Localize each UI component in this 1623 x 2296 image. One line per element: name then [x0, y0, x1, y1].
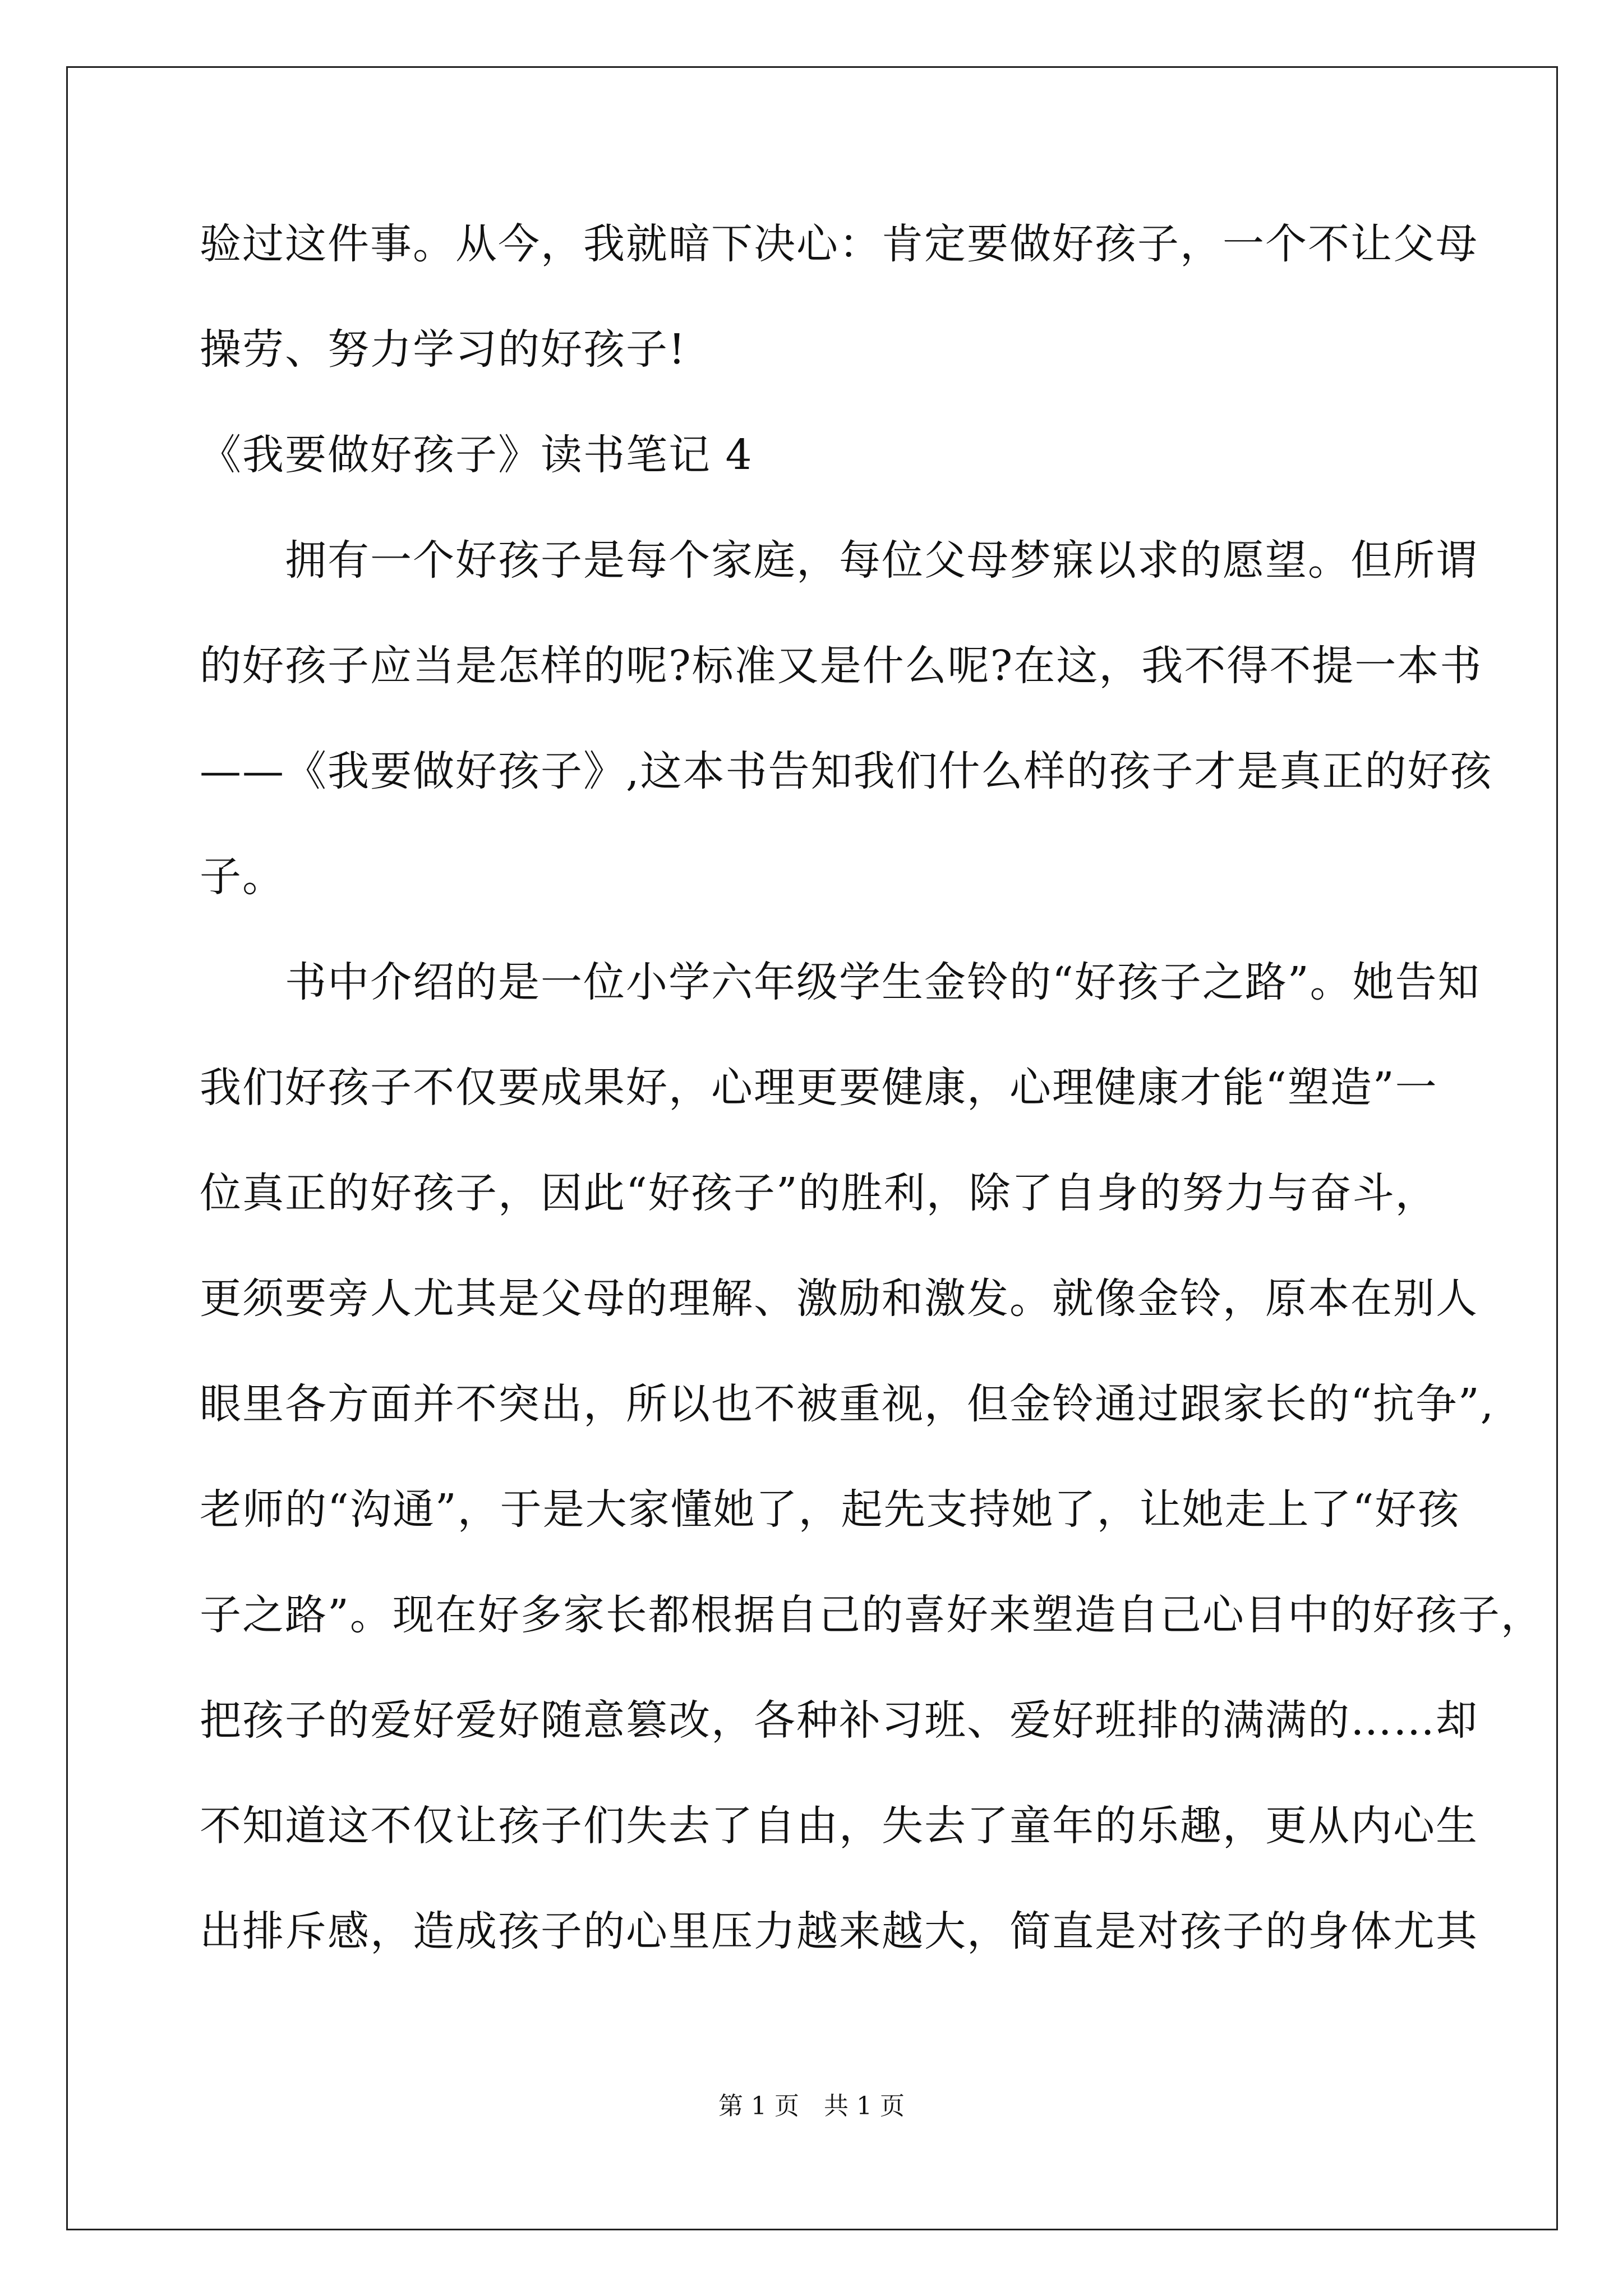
document-body [200, 213, 1543, 2006]
text-line: 把孩子的爱好爱好随意篡改，各种补习班、爱好班排的满满的……却 [200, 1696, 1478, 1745]
text-line: 我们好孩子不仅要成果好，心理更要健康，心理健康才能“塑造”一 [200, 1064, 1438, 1112]
text-line: 拥有一个好孩子是每个家庭，每位父母梦寐以求的愿望。但所谓 [285, 536, 1478, 585]
text-line: 验过这件事。从今，我就暗下决心：肯定要做好孩子，一个不让父母 [200, 220, 1478, 268]
text-line: 出排斥感，造成孩子的心里压力越来越大，简直是对孩子的身体尤其 [200, 1907, 1478, 1955]
text-line: 更须要旁人尤其是父母的理解、激励和激发。就像金铃，原本在别人 [200, 1274, 1478, 1323]
text-line: 子之路”。现在好多家长都根据自己的喜好来塑造自己心目中的好孩子， [200, 1591, 1543, 1639]
text-line: 的好孩子应当是怎样的呢?标准又是什么呢?在这，我不得不提一本书 [200, 642, 1483, 690]
text-line: 书中介绍的是一位小学六年级学生金铃的“好孩子之路”。她告知 [285, 958, 1481, 1006]
page-footer: 第 1 页 共 1 页 [718, 2092, 905, 2120]
section-heading: 《我要做好孩子》读书笔记 4 [200, 431, 753, 479]
text-line: 位真正的好孩子，因此“好孩子”的胜利，除了自身的努力与奋斗， [200, 1169, 1438, 1217]
text-line: 子。 [200, 853, 285, 901]
text-line: 操劳、努力学习的好孩子! [200, 325, 686, 374]
text-line: 眼里各方面并不突出，所以也不被重视，但金铃通过跟家长的“抗争”, [200, 1380, 1495, 1428]
text-line: ——《我要做好孩子》,这本书告知我们什么样的孩子才是真正的好孩 [200, 747, 1493, 795]
text-line: 老师的“沟通”，于是大家懂她了，起先支持她了，让她走上了“好孩 [200, 1485, 1460, 1534]
text-line: 不知道这不仅让孩子们失去了自由，失去了童年的乐趣，更从内心生 [200, 1802, 1478, 1850]
